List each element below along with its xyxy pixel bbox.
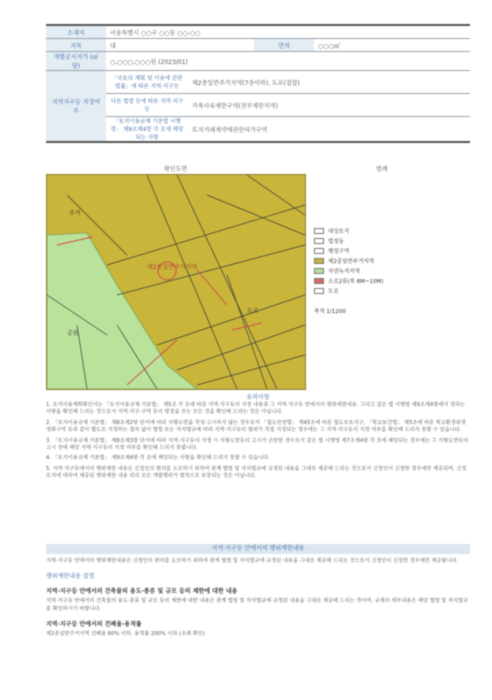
legend-swatch-2 [314,238,324,244]
legend-item-7 [314,286,383,296]
map-title: 확인도면 [164,166,188,173]
legend-item-5 [314,266,383,276]
note-4: 4. 「토지이용규제 기본법」 제9조제4항 각 호에 해당되는 사항을 확인해 드리지 못할 수 있습니다. [46,455,270,462]
legend-scale: 축척 1/1200 [314,309,346,315]
map-drawing [47,175,305,389]
legend-list [314,226,383,316]
map-label-residential: 주거 [69,210,81,217]
map-label-zone: 제2종일반주거지역 [147,264,198,271]
legend-item-1 [314,226,383,236]
category-value: 대 [106,39,254,52]
location-label: 소재지 [46,25,106,39]
legend-swatch-5 [314,268,324,274]
price-label: 개별공시지가 (㎡당) [46,52,106,71]
legend-item-4 [314,256,383,266]
zoning-row-3 [46,117,470,143]
map-header [46,164,470,174]
zoning-label: 지역지구등 지정여부 [46,71,106,142]
notes-title: 유의사항 [246,394,270,401]
green-zone [47,233,197,389]
legend-label-2: 법정동 [328,239,344,245]
legend-swatch-6 [314,278,324,284]
legend-title: 범례 [376,166,388,173]
note-2: 2. 「토지이용규제 기본법」 제8조제2항 단서에 따라 지형도면을 작성·고시하지 않는 경우로서 「철도안전법」 제45조에 따른 철도보호지구, 「학교보건법」 제5조에 따른 학교환경위생 정화구역 등과 같이 별도로 지정하는 절차 없이 법령 또는 자치법규에 따라 지역·지구등의 범위가 직접 지정되는 경우에는 그 지역·지구등의 지정 여부를 확인해 드리지 못할 수 있습니다. [46,419,466,434]
zoning-row-2 [46,94,470,117]
location-value: 서울특별시 ○○구 ○○동 ○○-○○ [106,25,470,39]
legend-swatch-4 [314,258,324,264]
row-category [46,39,470,52]
zoning-table [46,71,470,143]
area-value: ○○○㎡ [314,39,470,52]
zoning-row-2-value: 가축사육제한구역(전부제한지역) [188,94,470,117]
notes-section [46,392,470,481]
legend-swatch-3 [314,248,324,254]
area-label: 면적 [254,39,314,52]
legend-label-3: 행정구역 [328,249,350,255]
legend-item-6 [314,276,383,286]
zoning-row-1-label: 「국토의 계획 및 이용에 관한 법률」에 따른 지역·지구등 [106,71,188,94]
land-use-map [46,174,306,390]
map-label-road: 도로 [247,308,259,315]
map-legend [314,174,470,388]
restriction-title: 지역·지구등 안에서의 행위제한내용 [46,544,470,554]
zoning-row-3-label: 「토지이용규제 기본법 시행령」 제9조제4항 각 호에 해당되는 사항 [106,117,188,143]
legend-swatch-7 [314,288,324,294]
zoning-row-3-value: 토지거래계약에관한허가구역 [188,117,470,143]
document [46,24,470,638]
restriction-intro: 지역·지구등 안에서의 행위제한내용은 신청인의 편의를 도모하기 위하여 관계 법령 및 자치법규에 규정된 내용을 그대로 제공해 드리는 것으로서 신청인이 신청한 경우에만 제공됩니다. [46,558,459,564]
legend-swatch-1 [314,228,324,234]
map-label-park: 공원 [67,330,79,337]
item1-title: 지역·지구등 안에서의 건축물의 용도·종류 및 규모 등의 제한에 대한 내용 [46,588,238,596]
zoning-row-2-label: 다른 법령 등에 따른 지역·지구등 [106,94,188,117]
legend-label-1: 대상토지 [328,229,350,235]
row-price [46,52,470,71]
restriction-subtitle: 행위제한내용 설명 [46,573,95,581]
note-3: 3. 「토지이용규제 기본법」 제8조제3항 단서에 따라 지역·지구등의 지정 시 지형도면등의 고시가 곤란한 경우로서 같은 법 시행령 제7조제4항 각 호에 해당되는 경우에는 그 지형도면등의 고시 전에 해당 지역·지구등의 지정 여부를 확인해 드리지 못합니다. [46,437,469,452]
legend-item-3 [314,246,383,256]
row-location [46,25,470,39]
item1-text: 지역·지구등 안에서의 건축물의 용도·종류 및 규모 등의 제한에 대한 내용은 관계 법령 및 자치법규에 규정된 내용을 그대로 제공해 드리는 것이며, 규제의 세부내용은 해당 법령 및 자치법규를 확인하시기 바랍니다. [46,598,469,612]
land-info-table [46,24,470,71]
legend-label-5: 자연녹지지역 [328,269,360,275]
price-value: ○,○○○,○○○원 (2023/01) [106,52,470,71]
note-5: 5. 지역·지구등에서의 행위제한 내용은 신청인의 편의를 도모하기 위하여 관계 법령 및 자치법규에 규정된 내용을 그대로 제공해 드리는 것으로서 신청인이 신청한 경우에만 제공되며, 신청 토지에 대하여 제공된 행위제한 내용 외의 모든 개발행위가 법적으로 보장되는 것은 아닙니다. [46,465,467,480]
restriction-section [46,558,470,639]
legend-item-2 [314,236,383,246]
legend-label-7: 도로 [328,289,339,295]
note-1: 1. 토지이용계획확인서는 「토지이용규제 기본법」 제5조 각 호에 따른 지역·지구등의 지정 내용과 그 지역·지구등 안에서의 행위제한내용, 그리고 같은 법 시행령 제9조제4항에서 정하는 사항을 확인해 드리는 것으로서 지역·지구·구역 등의 명칭을 쓰는 모든 것을 확인해 드리는 것은 아닙니다. [46,402,465,416]
item2-title: 지역·지구등 안에서의 건폐율·용적률 [46,621,142,629]
zoning-row-1-value: 제2종일반주거지역(7층이하), 도로(접합) [188,71,470,94]
legend-label-6: 소로2류(폭 8M~10M) [328,279,384,285]
zoning-row-1 [46,71,470,94]
item2-text: 제2종일반주거지역 건폐율 60% 이하, 용적률 200% 이하 (조례 확인) [46,631,205,638]
category-label: 지목 [46,39,106,52]
legend-label-4: 제2종일반주거지역 [328,259,375,265]
